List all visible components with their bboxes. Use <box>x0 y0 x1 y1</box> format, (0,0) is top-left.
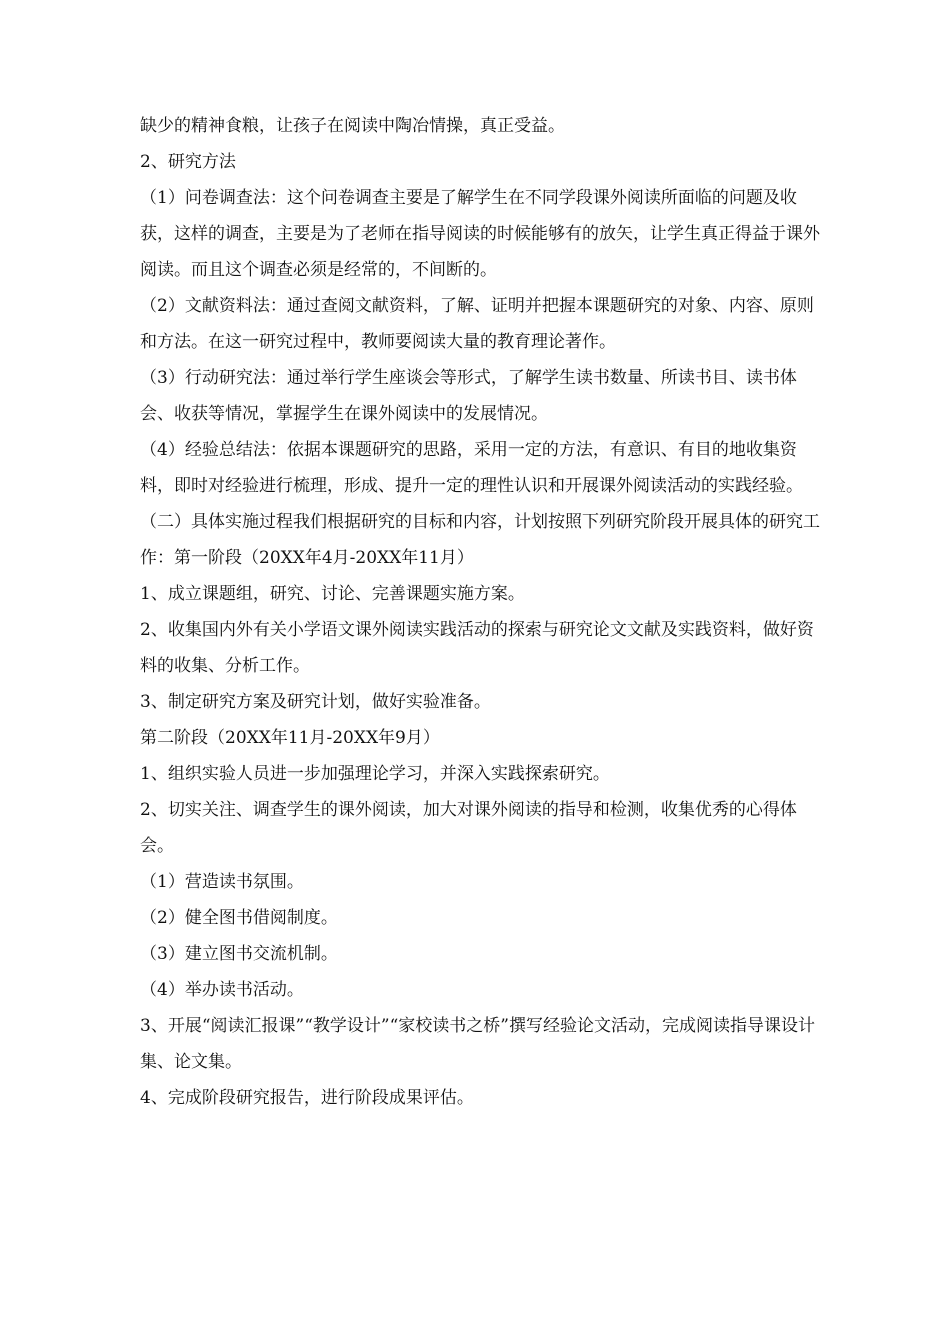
paragraph-stage2-subitem2: （2）健全图书借阅制度。 <box>140 908 338 928</box>
paragraph-intro-continuation: 缺少的精神食粮，让孩子在阅读中陶冶情操，真正受益。 <box>140 116 565 136</box>
paragraph-stage1-item3: 3、制定研究方案及研究计划，做好实验准备。 <box>140 692 491 712</box>
paragraph-stage2-subitem3: （3）建立图书交流机制。 <box>140 944 338 964</box>
heading-research-methods: 2、研究方法 <box>140 152 236 172</box>
heading-stage2: 第二阶段（20XX年11月-20XX年9月） <box>140 728 440 748</box>
paragraph-stage2-subitem1: （1）营造读书氛围。 <box>140 872 304 892</box>
paragraph-implementation-process: （二）具体实施过程我们根据研究的目标和内容，计划按照下列研究阶段开展具体的研究工作：第一阶段（20XX年4月-20XX年11月） <box>140 512 820 568</box>
paragraph-stage2-subitem4: （4）举办读书活动。 <box>140 980 304 1000</box>
paragraph-stage2-item3: 3、开展“阅读汇报课”“教学设计”“家校读书之桥”撰写经验论文活动，完成阅读指导课设计集、论文集。 <box>140 1016 815 1072</box>
paragraph-stage1-item2: 2、收集国内外有关小学语文课外阅读实践活动的探索与研究论文文献及实践资料，做好资料的收集、分析工作。 <box>140 620 814 676</box>
document-body <box>140 108 820 1116</box>
paragraph-method-action-research: （3）行动研究法：通过举行学生座谈会等形式，了解学生读书数量、所读书目、读书体会、收获等情况，掌握学生在课外阅读中的发展情况。 <box>140 368 797 424</box>
paragraph-stage2-item1: 1、组织实验人员进一步加强理论学习，并深入实践探索研究。 <box>140 764 610 784</box>
paragraph-method-experience-summary: （4）经验总结法：依据本课题研究的思路，采用一定的方法，有意识、有目的地收集资料，即时对经验进行梳理，形成、提升一定的理性认识和开展课外阅读活动的实践经验。 <box>140 440 803 496</box>
paragraph-method-questionnaire: （1）问卷调查法：这个问卷调查主要是了解学生在不同学段课外阅读所面临的问题及收获，这样的调查，主要是为了老师在指导阅读的时候能够有的放矢，让学生真正得益于课外阅读。而且这个调查必须是经常的，不间断的。 <box>140 188 820 280</box>
paragraph-stage2-item4: 4、完成阶段研究报告，进行阶段成果评估。 <box>140 1088 474 1108</box>
paragraph-stage2-item2: 2、切实关注、调查学生的课外阅读，加大对课外阅读的指导和检测，收集优秀的心得体会。 <box>140 800 797 856</box>
paragraph-method-literature: （2）文献资料法：通过查阅文献资料，了解、证明并把握本课题研究的对象、内容、原则和方法。在这一研究过程中，教师要阅读大量的教育理论著作。 <box>140 296 814 352</box>
paragraph-stage1-item1: 1、成立课题组，研究、讨论、完善课题实施方案。 <box>140 584 525 604</box>
